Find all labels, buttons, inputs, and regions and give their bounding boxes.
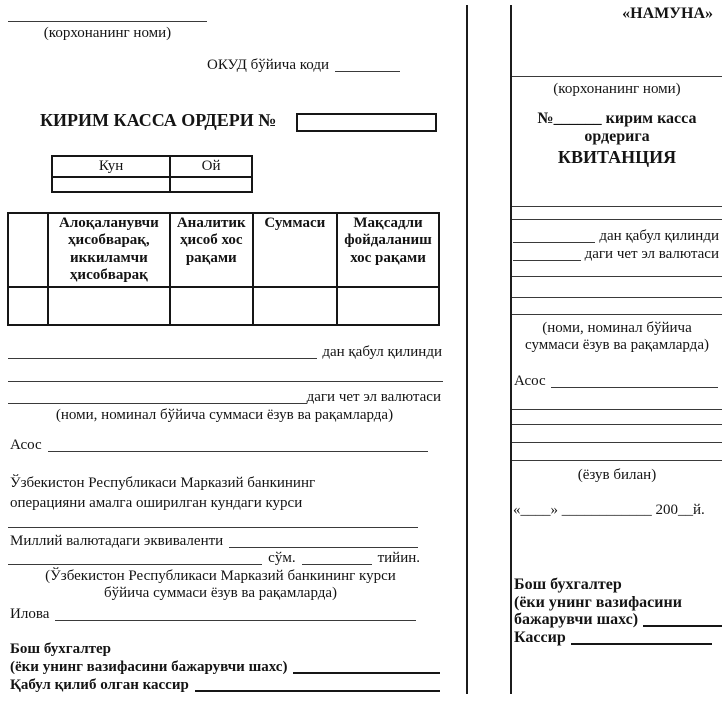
accounts-header-amount: Суммаси [253,213,338,287]
ruled-line [8,381,443,382]
sample-watermark: «НАМУНА» [622,5,713,22]
month-header: Ой [170,156,252,177]
basis-row [10,437,428,454]
chief-accountant-label: Бош бухгалтер [10,641,111,657]
national-equivalent-blank [229,546,418,548]
ruled-line [512,460,722,461]
date-table [51,155,253,193]
receipt-foreign-currency-blank [513,259,581,261]
currency-caption: (номи, номинал бўйича суммаси ёзув ва рақамларда) [55,407,394,423]
receipt-received-from-row [513,228,719,245]
receipt-chief-accountant-label: Бош бухгалтер [514,576,622,593]
receipt-basis-row [514,373,718,390]
received-from-blank [8,357,317,359]
receipt-cashier-label: Кассир [514,629,566,646]
accounts-header-analytic: Аналитик ҳисоб хос рақами [170,213,253,287]
receipt-cashier-row [514,629,712,647]
company-name-line [8,21,207,22]
day-value-cell [52,177,170,192]
rate-caption-1: (Ўзбекистон Республикаси Марказий банкининг курси [45,568,396,584]
rate-caption-2: бўйича суммаси ёзув ва рақамларда) [103,585,338,601]
receipt-acting-person-label-2: бажарувчи шахс) [514,611,639,628]
receipt-received-from-label: дан қабул қилинди [599,228,719,244]
receipt-company-caption: (корхонанинг номи) [553,81,681,97]
receipt-currency-caption-2: суммаси ёзув ва рақамларда) [525,337,709,353]
receipt-acting-person-row [514,611,722,629]
receiving-cashier-row [10,677,440,694]
receipt-basis-label: Асос [514,373,546,389]
acting-person-row [10,659,440,676]
acting-person-signature-blank [293,671,440,674]
received-from-label: дан қабул қилинди [322,344,442,360]
receipt-acting-person-label-1: (ёки унинг вазифасини [514,594,682,611]
foreign-currency-label: даги чет эл валютаси [306,389,441,405]
tiyin-blank [302,563,372,565]
accounts-cell [170,287,253,325]
receiving-cashier-signature-blank [195,689,440,692]
ruled-line [512,297,722,298]
ruled-line [512,424,722,425]
cb-rate-text-1: Ўзбекистон Республикаси Марказий банкининг [10,475,316,491]
accounts-header-purpose: Мақсадли фойдаланиш хос рақами [337,213,439,287]
receipt-in-words-caption: (ёзув билан) [577,467,657,483]
ruled-line [8,527,418,528]
sum-unit-label: сўм. [268,550,296,566]
company-name-caption: (корхонанинг номи) [43,25,172,41]
receiving-cashier-label: Қабул қилиб олган кассир [10,677,189,693]
receipt-foreign-currency-label: даги чет эл валютаси [584,246,719,262]
national-equivalent-row [10,533,418,550]
month-value-cell [170,177,252,192]
day-header: Кун [52,156,170,177]
national-equivalent-label: Миллий валютадаги эквиваленти [10,533,224,549]
ruled-line [512,409,722,410]
foreign-currency-blank [8,402,307,404]
receipt-received-from-blank [513,241,595,243]
okud-code-blank [335,70,400,72]
basis-label: Асос [10,437,42,453]
receipt-title-2: ордерига [584,128,650,145]
order-title: КИРИМ КАССА ОРДЕРИ № [40,110,277,130]
ruled-line [512,219,722,220]
tear-line-left [466,5,468,694]
attachment-row [10,606,416,623]
receipt-foreign-currency-row [513,246,719,263]
sum-blank [8,563,262,565]
receipt-date-line: «____» ____________ 200__й. [513,502,705,518]
tiyin-unit-label: тийин. [377,550,420,566]
receipt-acting-person-signature-blank [643,624,722,627]
receipt-title-1: №______ кирим касса [537,110,697,127]
receipt-cashier-signature-blank [571,642,712,645]
accounts-table [7,212,440,326]
accounts-cell [337,287,439,325]
sum-tiyin-row [8,550,420,567]
receipt-company-line [512,76,722,77]
okud-code-label: ОКУД бўйича коди [207,57,330,73]
accounts-cell [8,287,48,325]
received-from-row [8,344,442,361]
attachment-label: Илова [10,606,50,622]
ruled-line [512,206,722,207]
okud-code-row [207,57,400,74]
ruled-line [512,314,722,315]
attachment-blank [55,619,416,621]
accounts-cell [48,287,170,325]
receipt-currency-caption-1: (номи, номинал бўйича [542,320,692,336]
basis-blank [48,450,428,452]
acting-person-label: (ёки унинг вазифасини бажарувчи шахс) [10,659,288,675]
accounts-header-blank [8,213,48,287]
receipt-title-3: КВИТАНЦИЯ [557,147,677,167]
ruled-line [512,276,722,277]
ruled-line [512,442,722,443]
receipt-basis-blank [551,386,718,388]
accounts-header-corresponding: Алоқаланувчи ҳисобварақ, иккиламчи ҳисобварақ [48,213,170,287]
accounts-cell [253,287,338,325]
order-number-box [296,113,437,132]
foreign-currency-row [8,389,441,406]
cb-rate-text-2: операцияни амалга оширилган кундаги курси [10,495,303,511]
